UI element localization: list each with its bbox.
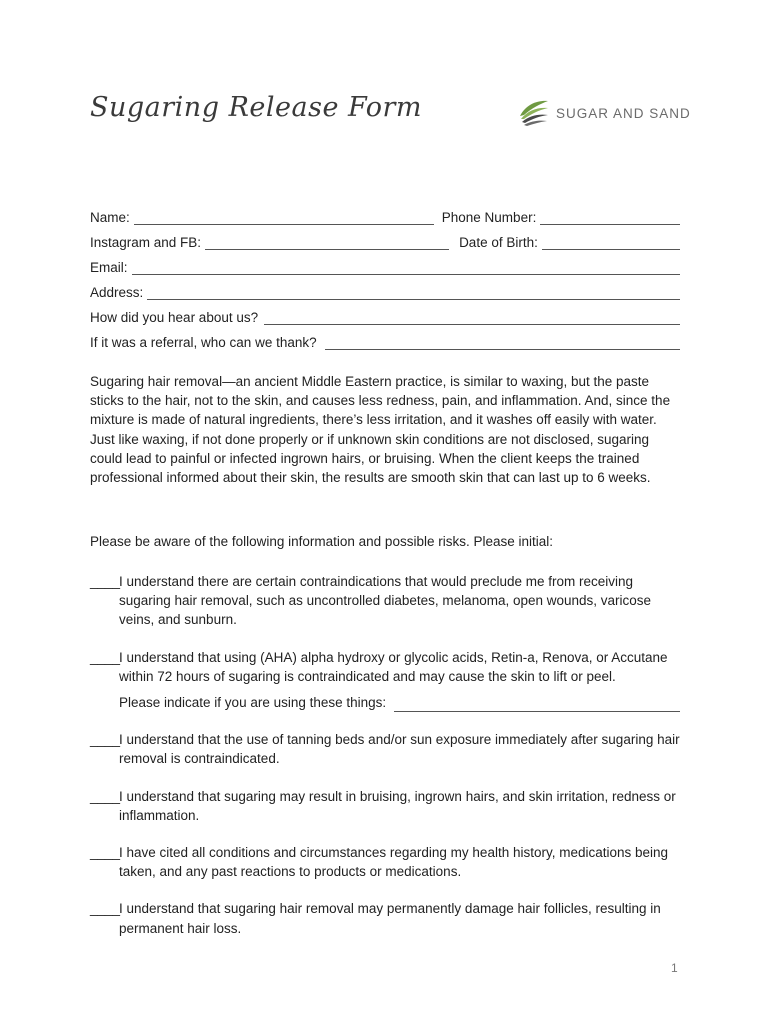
phone-field[interactable] [540,210,680,225]
risk-items [90,572,680,956]
dob-label: Date of Birth: [459,235,538,250]
intro-paragraph: Sugaring hair removal—an ancient Middle Eastern practice, is similar to waxing, but the paste sticks to the hair, not to the skin, and causes less redness, pain, and inflammation. And, since the mixture is made of natural ingredients, there’s less irritation, and it washes off easily with water. Just like waxing, if not done properly or if unknown skin conditions are not disclosed, sugaring could lead to painful or infected ingrown hairs, or bruising. When the client keeps the trained professional informed about their skin, the results are smooth skin that can last up to 6 weeks. [90,374,671,486]
indicate-field[interactable] [394,697,680,712]
address-row [90,275,680,300]
page-number: 1 [671,961,678,975]
client-info-fields [90,200,680,350]
risk-item-text: I understand that using (AHA) alpha hydroxy or glycolic acids, Retin-a, Renova, or Accutane within 72 hours of sugaring is contraindicated and may cause the skin to lift or peel. [119,649,668,684]
social-field[interactable] [205,235,449,250]
initial-blank[interactable]: ____ [90,901,121,917]
initial-blank[interactable]: ____ [90,649,121,665]
hear-row [90,300,680,325]
initial-blank[interactable]: ____ [90,788,121,804]
risk-item [90,899,680,937]
risk-item-text: I understand that sugaring hair removal may permanently damage hair follicles, resulting in permanent hair loss. [119,901,661,936]
risk-item-text: I understand there are certain contraindications that would preclude me from receiving sugaring hair removal, such as uncontrolled diabetes, melanoma, open wounds, varicose veins, and sunburn. [119,574,652,628]
initial-blank[interactable]: ____ [90,732,121,748]
initial-blank[interactable]: ____ [90,845,121,861]
social-dob-row [90,225,680,250]
email-row [90,250,680,275]
brand-name: SUGAR AND SAND [556,105,691,121]
risk-item [90,787,680,825]
address-field[interactable] [147,285,680,300]
aware-statement: Please be aware of the following information and possible risks. Please initial: [90,534,554,549]
name-phone-row [90,200,680,225]
risk-item-text: I have cited all conditions and circumstances regarding my health history, medications being taken, and any past reactions to products or medications. [119,845,669,880]
referral-label: If it was a referral, who can we thank? [90,335,317,350]
risk-item [90,843,680,881]
risk-item [90,572,680,630]
form-title: Sugaring Release Form [90,92,423,123]
leaf-logo-icon [518,98,550,128]
name-label: Name: [90,210,130,225]
risk-item [90,730,680,768]
indicate-label: Please indicate if you are using these things: [119,695,387,711]
hear-field[interactable] [264,310,680,325]
risk-item-text: I understand that sugaring may result in bruising, ingrown hairs, and skin irritation, redness or inflammation. [119,788,676,823]
risk-item-text: I understand that the use of tanning beds and/or sun exposure immediately after sugaring hair removal is contraindicated. [119,732,680,767]
initial-blank[interactable]: ____ [90,574,121,589]
referral-field[interactable] [325,335,680,350]
indicate-row [119,693,680,712]
email-field[interactable] [132,260,680,275]
address-label: Address: [90,285,144,300]
name-field[interactable] [134,210,434,225]
hear-label: How did you hear about us? [90,310,259,325]
brand-logo [518,98,691,128]
referral-row [90,325,680,350]
risk-item [90,648,680,713]
phone-label: Phone Number: [441,210,537,225]
dob-field[interactable] [542,235,680,250]
social-label: Instagram and FB: [90,235,202,250]
email-label: Email: [90,260,128,275]
